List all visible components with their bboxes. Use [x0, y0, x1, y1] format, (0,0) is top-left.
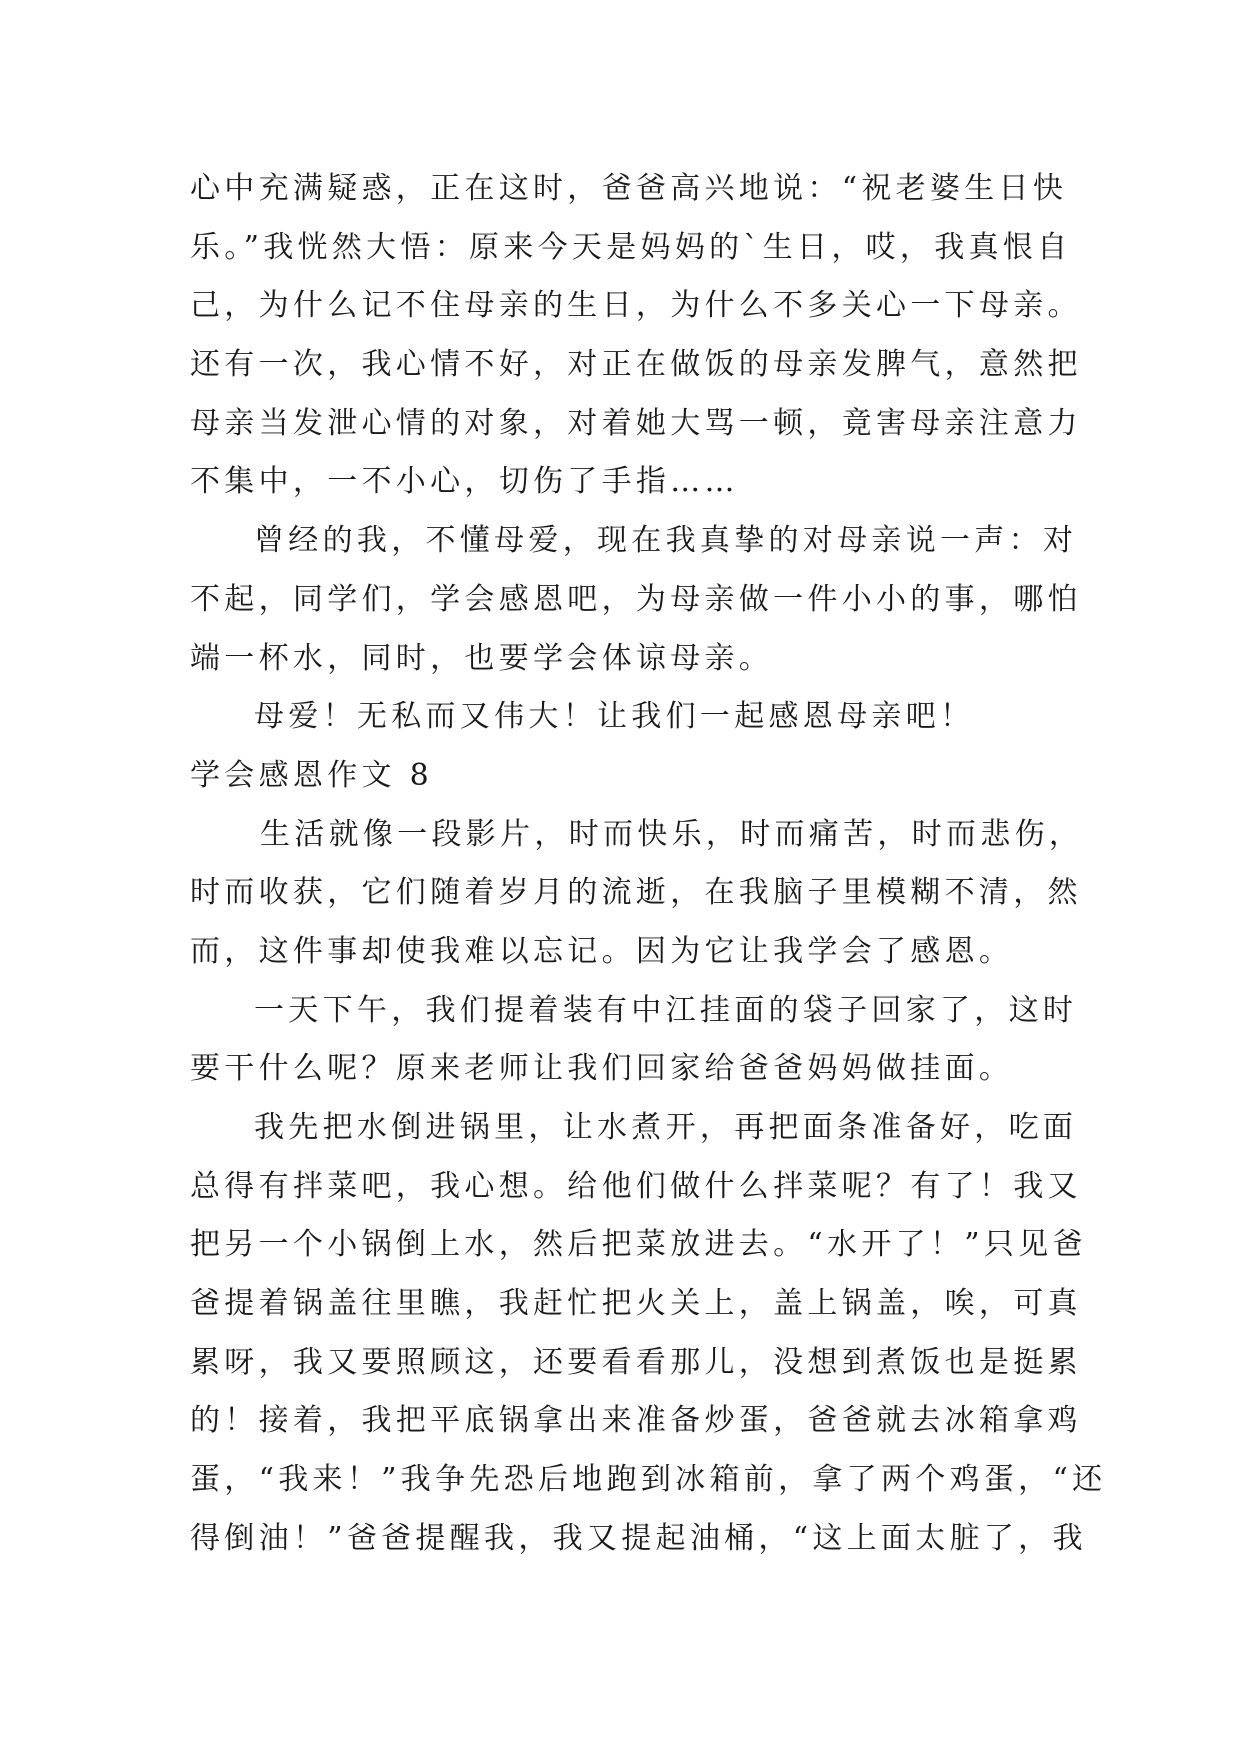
text-line: 母亲当发泄心情的对象，对着她大骂一顿，竟害母亲注意力 — [190, 405, 1082, 441]
text-line: 要干什么呢？原来老师让我们回家给爸爸妈妈做挂面。 — [190, 1051, 1014, 1087]
text-line: 时而收获，它们随着岁月的流逝，在我脑子里模糊不清，然 — [190, 875, 1082, 911]
text-line: 还有一次，我心情不好，对正在做饭的母亲发脾气，意然把 — [190, 347, 1082, 383]
section-heading: 学会感恩作文 8 — [190, 757, 434, 793]
paragraph-first-line: 母爱！无私而又伟大！让我们一起感恩母亲吧！ — [254, 699, 975, 735]
text-line: 不起，同学们，学会感恩吧，为母亲做一件小小的事，哪怕 — [190, 581, 1082, 617]
paragraph-first-line: 我先把水倒进锅里，让水煮开，再把面条准备好，吃面 — [254, 1110, 1078, 1145]
text-line: 把另一个小锅倒上水，然后把菜放进去。“水开了！”只见爸 — [190, 1227, 1087, 1263]
text-line: 己，为什么记不住母亲的生日，为什么不多关心一下母亲。 — [190, 288, 1082, 324]
text-line: 得倒油！”爸爸提醒我，我又提起油桶，“这上面太脏了，我 — [190, 1520, 1087, 1556]
paragraph-first-line: 曾经的我，不懂母爱，现在我真挚的对母亲说一声：对 — [254, 523, 1078, 559]
text-line: 爸提着锅盖往里瞧，我赶忙把火关上，盖上锅盖，唉，可真 — [190, 1286, 1082, 1322]
text-line: 蛋，“我来！”我争先恐后地跑到冰箱前，拿了两个鸡蛋，“还 — [190, 1462, 1107, 1498]
text-line: 总得有拌菜吧，我心想。给他们做什么拌菜呢？有了！我又 — [190, 1168, 1082, 1204]
text-line: 乐。”我恍然大悟：原来今天是妈妈的`生日，哎，我真恨自 — [190, 229, 1072, 265]
text-line: 端一杯水，同时，也要学会体谅母亲。 — [190, 640, 774, 676]
text-line: 心中充满疑惑，正在这时，爸爸高兴地说：“祝老婆生日快 — [190, 171, 1068, 206]
text-line: 不集中，一不小心，切伤了手指…… — [190, 464, 739, 500]
text-line: 而，这件事却使我难以忘记。因为它让我学会了感恩。 — [190, 933, 1014, 969]
text-line: 的！接着，我把平底锅拿出来准备炒蛋，爸爸就去冰箱拿鸡 — [190, 1403, 1082, 1439]
document-body — [190, 160, 1107, 1569]
paragraph-first-line: 生活就像一段影片，时而快乐，时而痛苦，时而悲伤， — [260, 816, 1084, 852]
paragraph-first-line: 一天下午，我们提着装有中江挂面的袋子回家了，这时 — [254, 992, 1078, 1028]
text-line: 累呀，我又要照顾这，还要看看那儿，没想到煮饭也是挺累 — [190, 1344, 1082, 1380]
